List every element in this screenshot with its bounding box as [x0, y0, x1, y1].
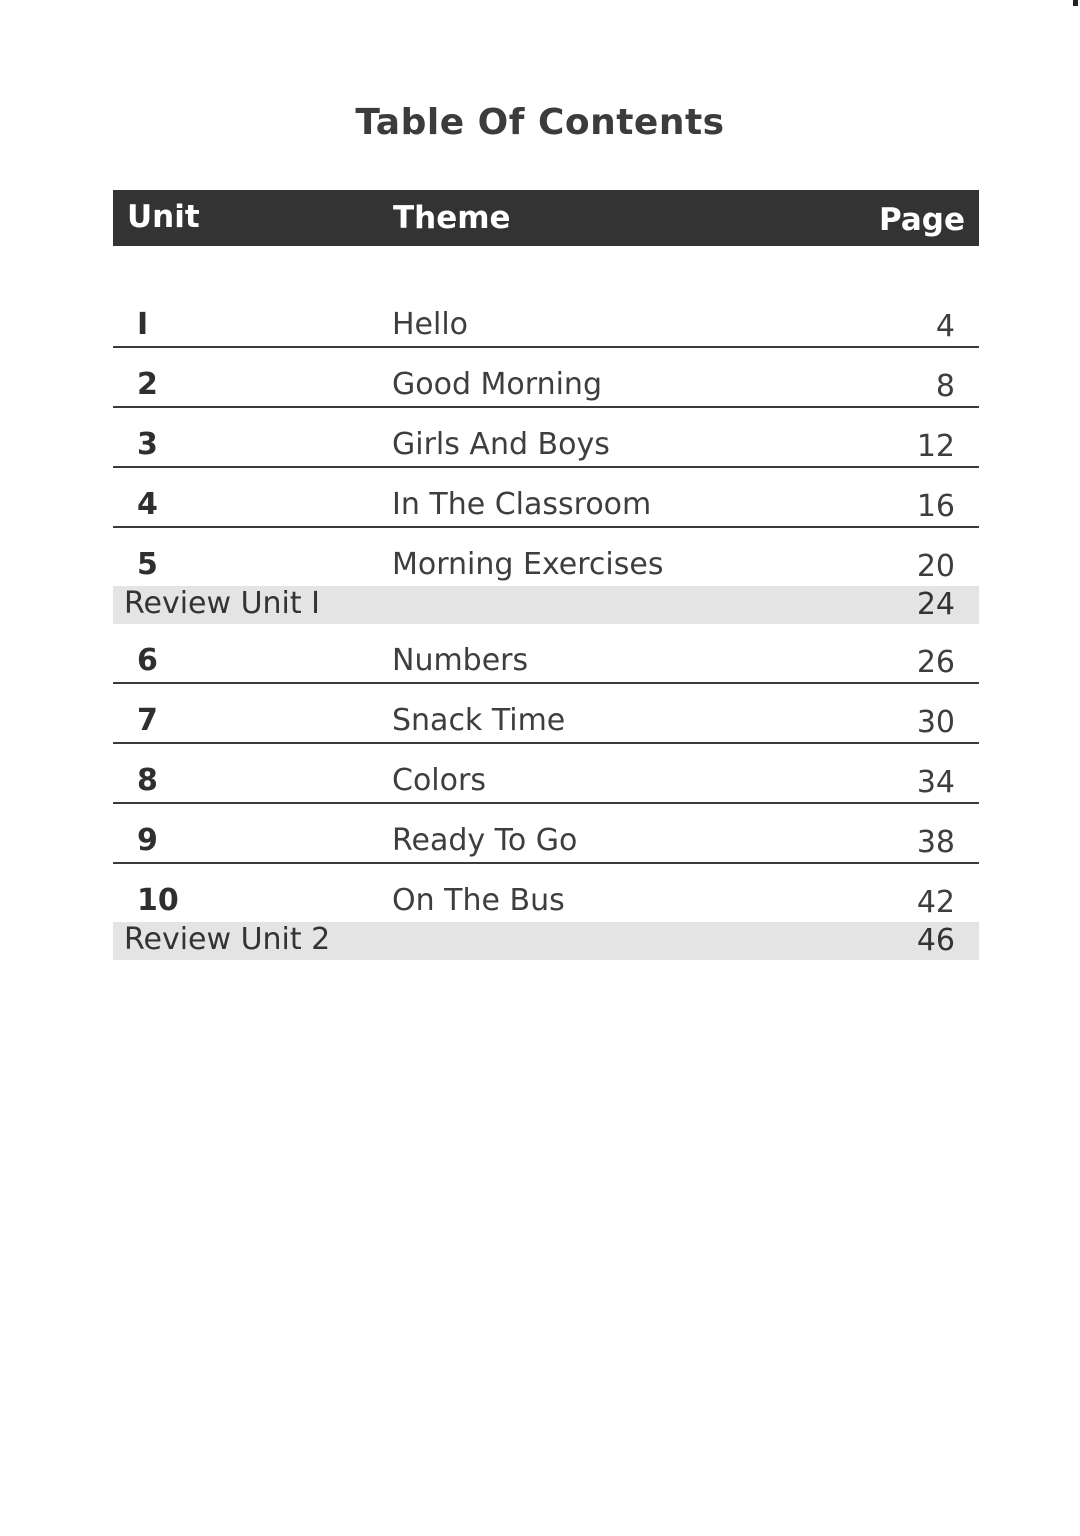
- table-row: [113, 528, 979, 586]
- table-row: [113, 288, 979, 348]
- unit-page: 38: [916, 825, 955, 860]
- unit-number: I: [137, 307, 149, 342]
- unit-page: 34: [916, 765, 955, 800]
- table-row: [113, 468, 979, 528]
- unit-theme: Good Morning: [392, 367, 602, 402]
- table-row: [113, 744, 979, 804]
- unit-theme: Colors: [392, 763, 486, 798]
- unit-number: 2: [137, 367, 158, 402]
- unit-theme: Morning Exercises: [392, 547, 664, 582]
- unit-number: 6: [137, 643, 158, 678]
- table-row: [113, 624, 979, 684]
- unit-theme: Ready To Go: [392, 823, 578, 858]
- unit-number: 10: [137, 883, 179, 918]
- unit-page: 42: [916, 885, 955, 920]
- table-header: [113, 190, 979, 246]
- unit-number: 5: [137, 547, 158, 582]
- unit-theme: Hello: [392, 307, 469, 342]
- header-theme: Theme: [393, 200, 511, 236]
- unit-number: 4: [137, 487, 158, 522]
- unit-page: 16: [916, 489, 955, 524]
- header-page: Page: [878, 202, 965, 238]
- table-body: [113, 288, 979, 960]
- review-label: Review Unit I: [124, 586, 321, 621]
- unit-theme: In The Classroom: [392, 487, 652, 522]
- unit-page: 30: [916, 705, 955, 740]
- page-title: Table Of Contents: [355, 102, 725, 143]
- scan-corner-mark: [1073, 0, 1078, 6]
- unit-page: 26: [916, 645, 955, 680]
- unit-theme: Girls And Boys: [392, 427, 610, 462]
- unit-page: 12: [916, 429, 955, 464]
- unit-number: 7: [137, 703, 158, 738]
- unit-theme: Snack Time: [392, 703, 566, 738]
- unit-theme: Numbers: [392, 643, 529, 678]
- unit-page: 8: [935, 369, 955, 404]
- header-unit: Unit: [127, 199, 200, 235]
- unit-number: 3: [137, 427, 158, 462]
- review-label: Review Unit 2: [124, 922, 331, 957]
- review-page: 24: [916, 587, 955, 622]
- toc-table: [113, 190, 979, 960]
- unit-page: 4: [935, 309, 955, 344]
- table-row: [113, 864, 979, 922]
- review-row: [113, 922, 979, 960]
- unit-theme: On The Bus: [392, 883, 565, 918]
- table-row: [113, 684, 979, 744]
- review-row: [113, 586, 979, 624]
- table-row: [113, 408, 979, 468]
- unit-number: 9: [137, 823, 158, 858]
- table-row: [113, 804, 979, 864]
- unit-number: 8: [137, 763, 158, 798]
- review-page: 46: [916, 923, 955, 958]
- unit-page: 20: [916, 549, 955, 584]
- table-row: [113, 348, 979, 408]
